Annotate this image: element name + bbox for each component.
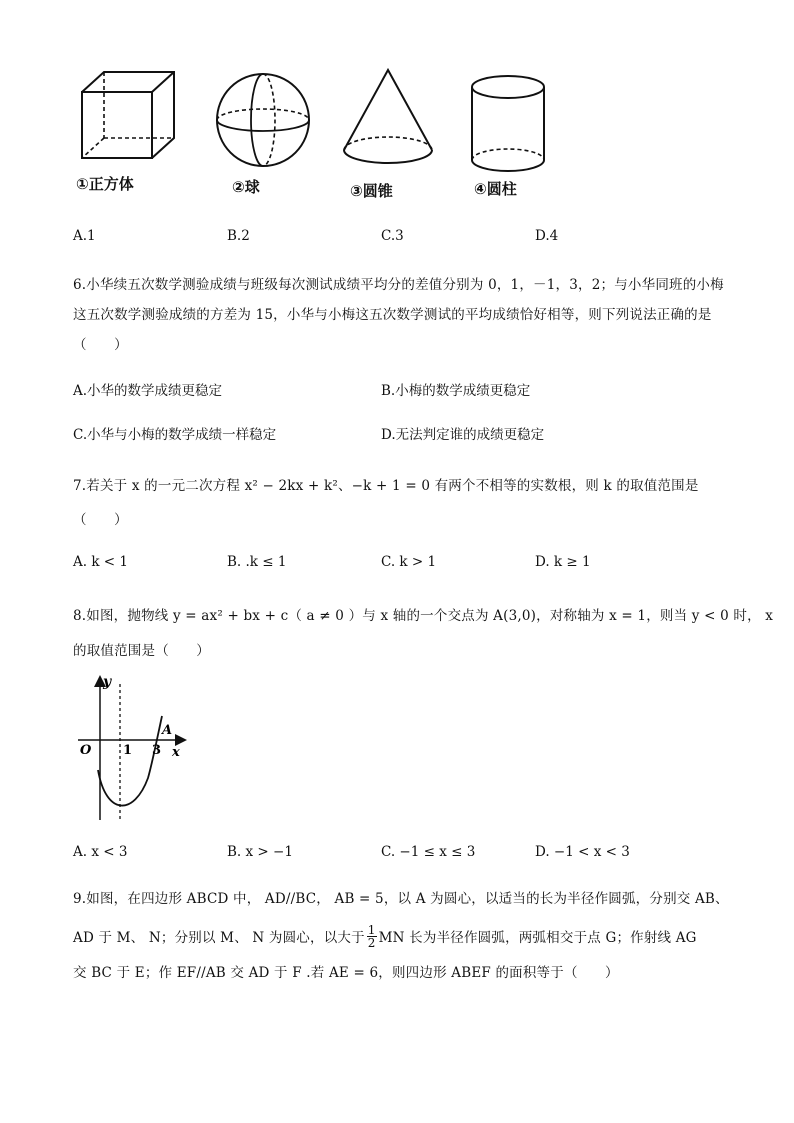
q6-line-2: 这五次数学测验成绩的方差为 15，小华与小梅这五次数学测试的平均成绩恰好相等，则下列说法正确的是	[73, 307, 712, 323]
q9-line-2-part-a: AD 于 M、 N；分别以 M、 N 为圆心，以大于	[73, 930, 365, 946]
q8-option-a: A. x < 3	[73, 844, 128, 860]
shape-label-cube: ①正方体	[76, 175, 134, 193]
q8-line-2: 的取值范围是（ ）	[73, 643, 210, 659]
cylinder-figure	[470, 74, 550, 174]
graph-label-a: A	[162, 723, 173, 738]
fraction-numerator: 1	[367, 923, 376, 937]
q9-line-3: 交 BC 于 E；作 EF//AB 交 AD 于 F .若 AE = 6，则四边形 ABEF 的面积等于（ ）	[73, 965, 619, 981]
q7-option-c: C. k > 1	[381, 554, 437, 570]
graph-label-x: x	[172, 745, 180, 760]
graph-label-o: O	[80, 743, 92, 758]
graph-label-y: y	[103, 674, 112, 690]
fraction-denominator: 2	[367, 936, 376, 950]
cube-figure	[80, 70, 180, 162]
q6-option-b: B.小梅的数学成绩更稳定	[381, 383, 531, 399]
q9-line-1: 9.如图，在四边形 ABCD 中， AD//BC， AB = 5，以 A 为圆心，以适当的长为半径作圆弧，分别交 AB、	[73, 891, 729, 907]
q6-option-d: D.无法判定谁的成绩更稳定	[381, 427, 545, 443]
q5-option-b: B.2	[227, 228, 250, 244]
q6-option-c: C.小华与小梅的数学成绩一样稳定	[73, 427, 277, 443]
fraction-one-half	[367, 924, 377, 949]
cone-figure	[342, 68, 436, 170]
shape-label-cylinder: ④圆柱	[474, 180, 517, 198]
graph-label-1: 1	[123, 743, 133, 758]
sphere-figure	[215, 72, 311, 168]
q6-line-1: 6.小华续五次数学测验成绩与班级每次测试成绩平均分的差值分别为 0，1，－1，3，2；与小华同班的小梅	[73, 277, 724, 293]
q7-line-2: （ ）	[73, 512, 128, 528]
q5-option-d: D.4	[535, 228, 559, 244]
q8-line-1: 8.如图，抛物线 y = ax² + bx + c（ a ≠ 0 ）与 x 轴的一个交点为 A(3,0)，对称轴为 x = 1，则当 y < 0 时， x	[73, 608, 774, 624]
q7-line-1: 7.若关于 x 的一元二次方程 x² − 2kx + k²、−k + 1 = 0 有两个不相等的实数根，则 k 的取值范围是	[73, 478, 699, 494]
parabola-curve	[98, 716, 162, 806]
graph-label-3: 3	[152, 743, 162, 758]
q8-option-d: D. −1 < x < 3	[535, 844, 630, 860]
q8-option-c: C. −1 ≤ x ≤ 3	[381, 844, 476, 860]
shape-label-sphere: ②球	[232, 178, 260, 196]
q5-option-c: C.3	[381, 228, 404, 244]
shape-label-cone: ③圆锥	[350, 182, 393, 200]
parabola-graph	[70, 672, 190, 822]
q9-line-2-part-b: MN 长为半径作圆弧，两弧相交于点 G；作射线 AG	[378, 930, 697, 946]
q7-option-d: D. k ≥ 1	[535, 554, 591, 570]
q9-line-2	[73, 923, 697, 951]
q7-option-b: B. .k ≤ 1	[227, 554, 287, 570]
q6-line-3: （ ）	[73, 337, 128, 353]
q6-option-a: A.小华的数学成绩更稳定	[73, 383, 223, 399]
q5-option-a: A.1	[73, 228, 96, 244]
q8-option-b: B. x > −1	[227, 844, 293, 860]
q7-option-a: A. k < 1	[73, 554, 128, 570]
